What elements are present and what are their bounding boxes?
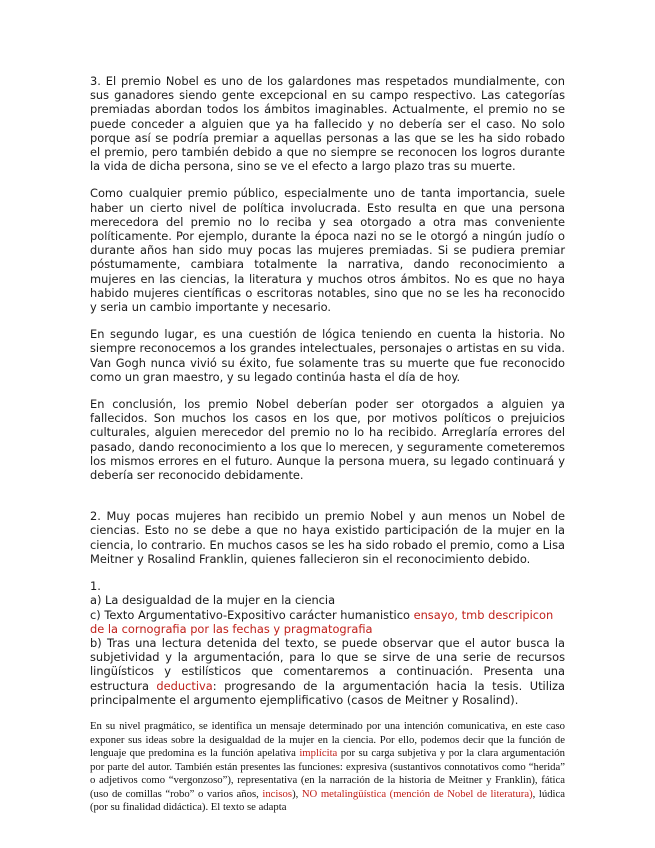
- analysis-item-b-note: deductiva: [156, 678, 213, 693]
- analysis-item-c: [90, 608, 565, 636]
- analysis-number: 1.: [90, 579, 101, 594]
- analysis-section: [90, 579, 565, 707]
- spacer: [90, 173, 565, 186]
- analysis-item-c-text: c) Texto Argumentativo-Expositivo carácter humanistico: [90, 607, 414, 622]
- analysis-item-c-note: ensayo, tmb descripicon: [413, 607, 554, 622]
- analysis-item-a: a) La desigualdad de la mujer en la ciencia: [90, 593, 336, 608]
- analysis-item-b-text-cont: : progresando de la argumentación hacia la tesis. Utiliza principalmente el argumento ejemplificativo (casos de Meitner y Rosalind).: [90, 678, 565, 707]
- pragmatic-analysis-paragraph: [90, 720, 565, 815]
- annotation-no-metalinguistica: NO metalingüística (mención de Nobel de literatura): [301, 787, 533, 800]
- spacer: [90, 707, 565, 720]
- analysis-item-b: [90, 636, 565, 707]
- analysis-item-b-text: b) Tras una lectura detenida del texto, se puede observar que el autor busca la subjetividad y la argumentación, para lo que se sirve de una serie de recursos lingüísticos y estilísticos que comentaremos a continuación. Presenta una estructura: [90, 635, 565, 693]
- spacer: [90, 384, 565, 397]
- paragraph-conclusion: En conclusión, los premio Nobel deberían poder ser otorgados a alguien ya fallecidos. Son muchos los casos en los que, por motivos políticos o prejuicios culturales, alguien merecedor del premio no lo ha recibido. Arreglaría errores del pasado, dando reconocimiento a los que lo merecen, y seguramente cometeremos los mismos errores en el futuro. Aunque la persona muera, su legado continuará y debería ser reconocido debidamente.: [90, 397, 565, 483]
- paragraph-logica-historia: En segundo lugar, es una cuestión de lógica teniendo en cuenta la historia. No siempre reconocemos a los grandes intelectuales, personajes o artistas en su vida. Van Gogh nunca vivió su éxito, fue solamente tras su muerte que fue reconocido como un gran maestro, y su legado continúa hasta el día de hoy.: [90, 327, 565, 384]
- pragmatic-text-1: En su nivel pragmático, se identifica un mensaje determinado por una intención comunicativa, en este caso exponer sus ideas sobre la desigualdad de la mujer en la ciencia. Por ello, podemos decir que la función de lenguaje que predomina es la función apelativa: [90, 719, 565, 760]
- analysis-item-c-note-cont: de la cornografia por las fechas y pragmatografia: [90, 621, 373, 636]
- annotation-implicita: implícita: [299, 747, 338, 760]
- paragraph-premio-nobel-intro: 3. El premio Nobel es uno de los galardones mas respetados mundialmente, con sus ganadores siendo gente excepcional en su campo respectivo. Las categorías premiadas abordan todos los ámbitos imaginables. Actualmente, el premio no se puede conceder a alguien que ya ha fallecido y no debería ser el caso. No solo porque así se podría premiar a aquellas personas a las que se les ha sido robado el premio, pero también debido a que no siempre se reconocen los logros durante la vida de dicha persona, sino se ve el efecto a largo plazo tras su muerte.: [90, 74, 565, 174]
- paragraph-mujeres-nobel: 2. Muy pocas mujeres han recibido un premio Nobel y aun menos un Nobel de ciencias. Esto no se debe a que no haya existido participación de la mujer en la ciencia, lo contrario. En muchos casos se les ha sido robado el premio, como a Lisa Meitner y Rosalind Franklin, quienes fallecieron sin el reconocimiento debido.: [90, 509, 565, 566]
- pragmatic-text-4: , lúdica (por su finalidad didáctica). El texto se adapta: [90, 787, 565, 814]
- pragmatic-text-2: por su carga subjetiva y por la clara argumentación por parte del autor. También están presentes las funciones: expresiva (sustantivos connotativos como “herida” o adjetivos como “vergonzoso”), representativa (en la narración de la historia de Meitner y Franklin), fática (uso de comillas “robo” o varios años,: [90, 747, 565, 800]
- annotation-incisos: incisos: [262, 787, 293, 800]
- spacer: [90, 314, 565, 327]
- spacer: [90, 482, 565, 509]
- pragmatic-text-3: ),: [292, 787, 302, 800]
- spacer: [90, 566, 565, 579]
- paragraph-politica: Como cualquier premio público, especialmente uno de tanta importancia, suele haber un cierto nivel de política involucrada. Esto resulta en que una persona merecedora del premio no lo reciba y sea otorgado a otra mas conveniente políticamente. Por ejemplo, durante la época nazi no se le otorgó a ningún judío o durante años han sido muy pocas las mujeres premiadas. Si se pudiera premiar póstumamente, cambiara totalmente la narrativa, dando reconocimiento a mujeres en las ciencias, la literatura y muchos otros ámbitos. No es que no haya habido mujeres científicas o escritoras notables, sino que no se les ha reconocido y seria un cambio importante y necesario.: [90, 186, 565, 315]
